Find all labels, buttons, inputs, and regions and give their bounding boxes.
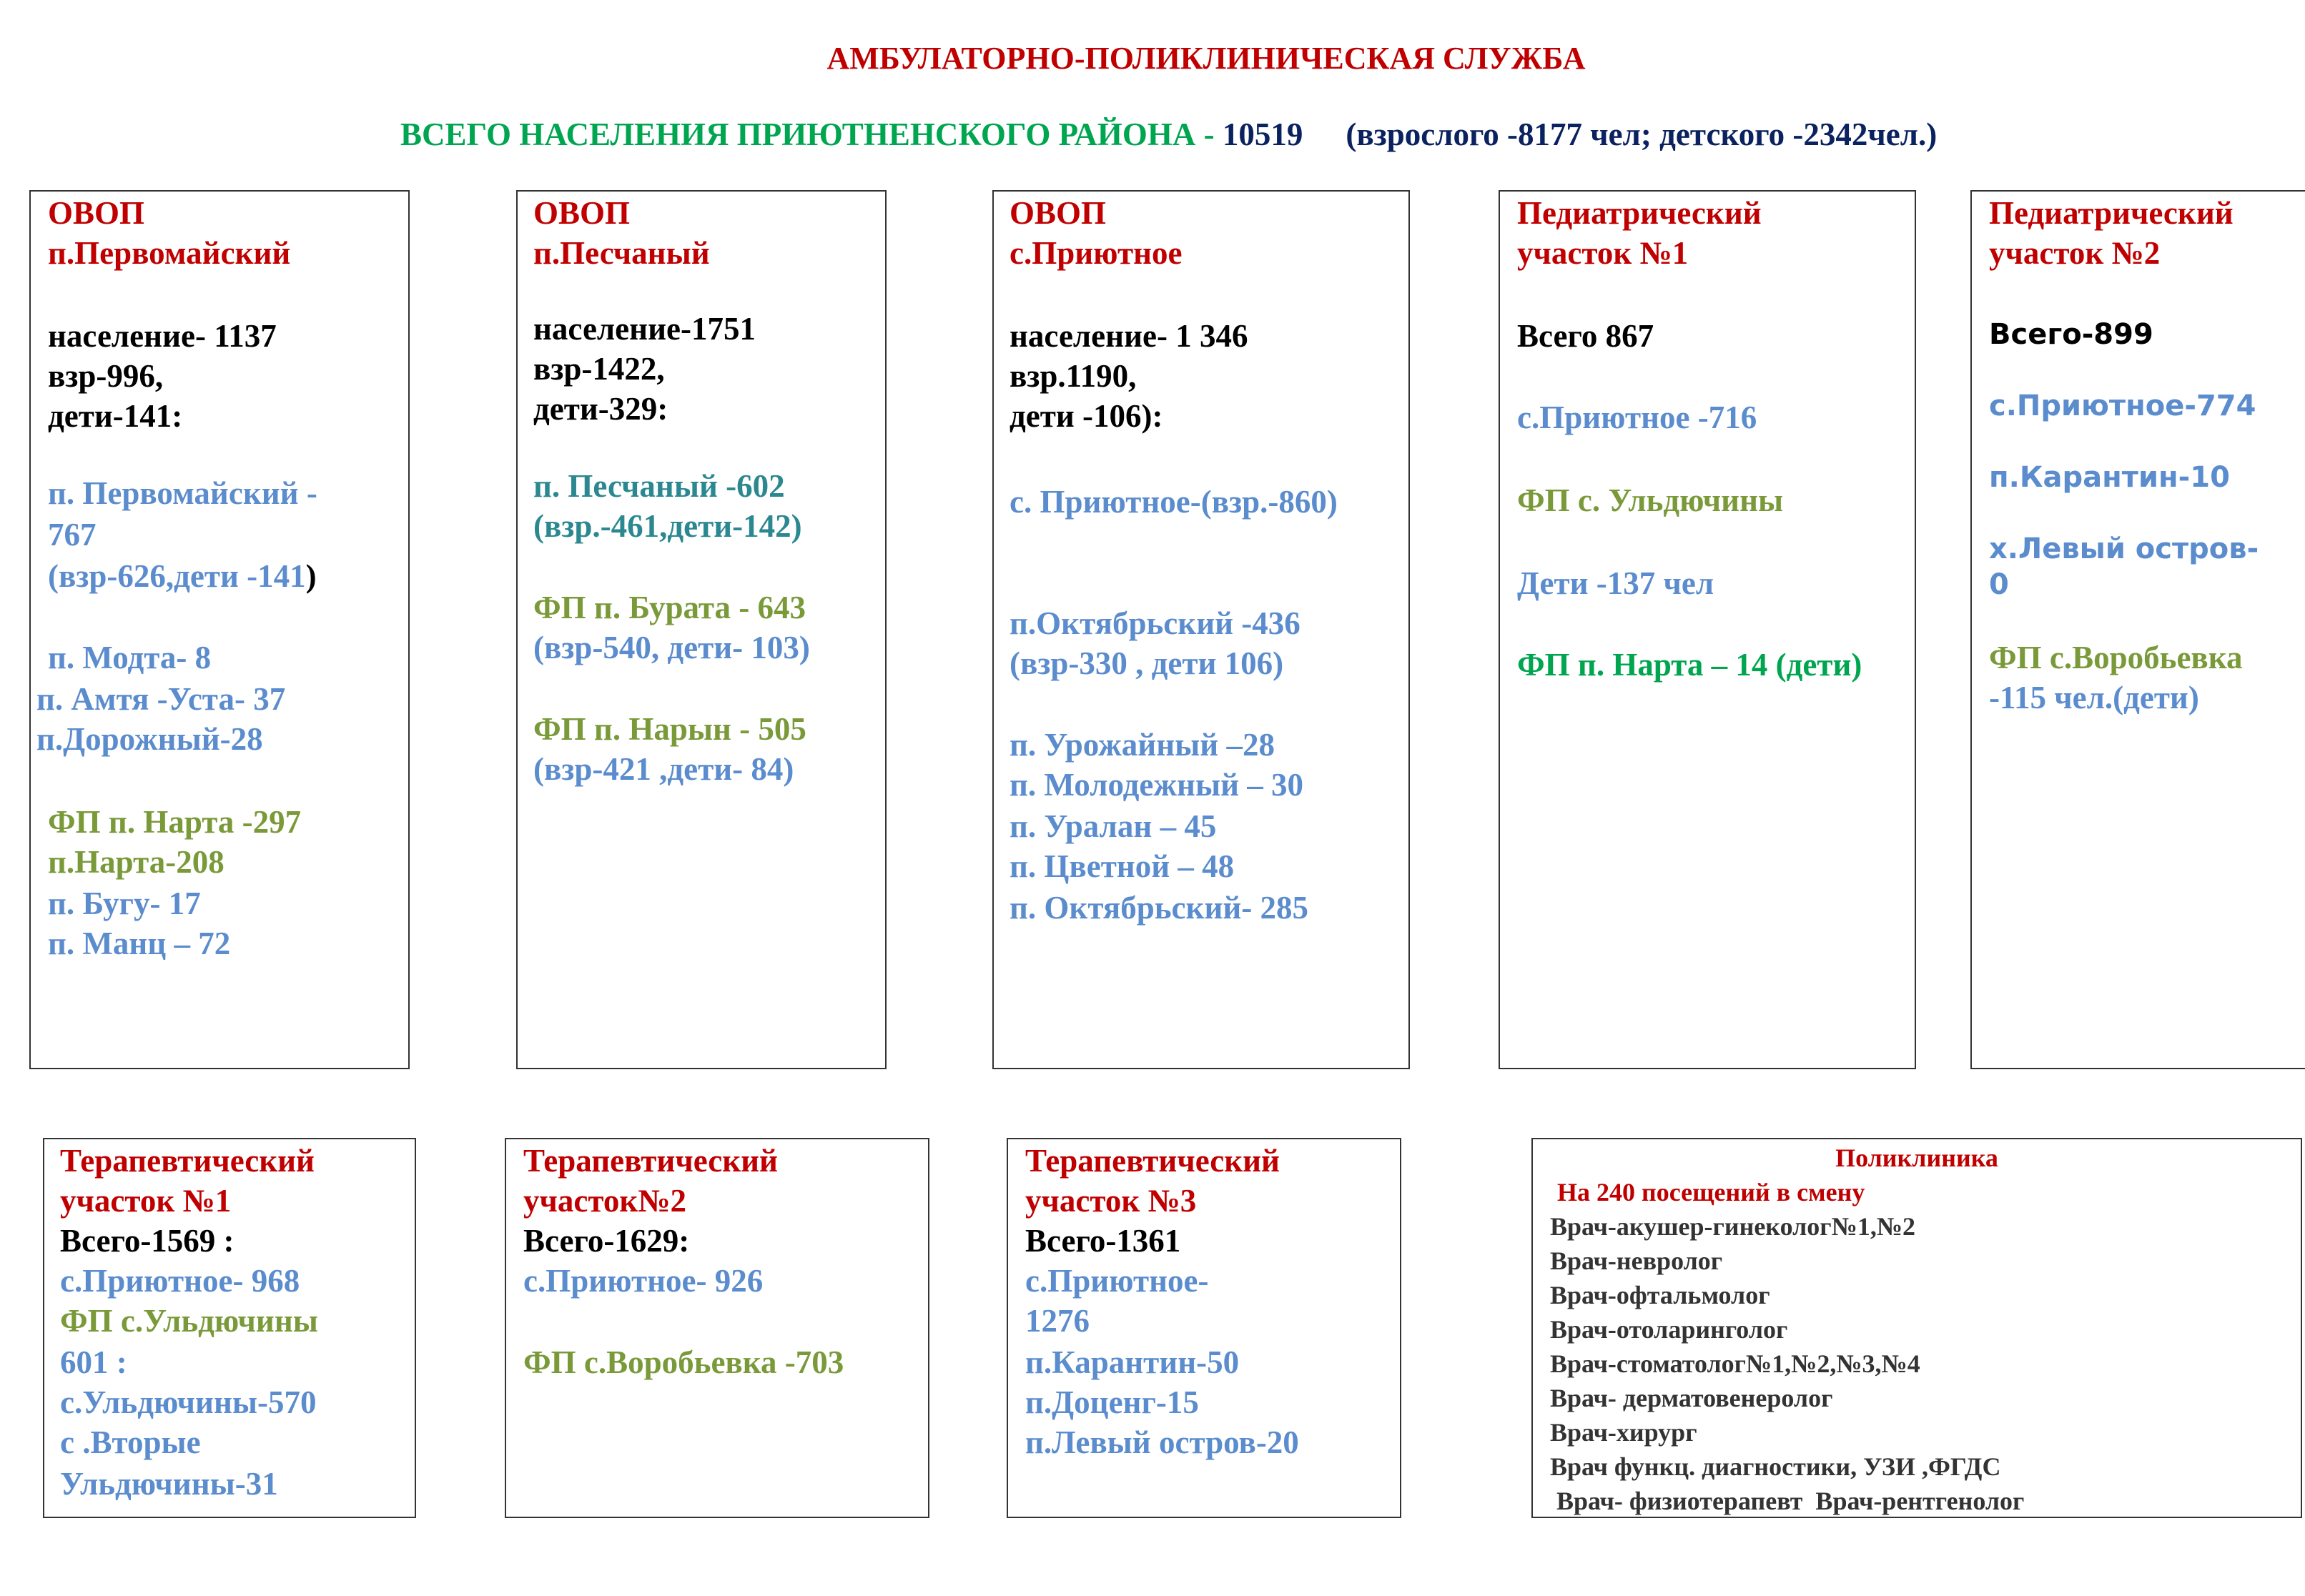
children-line: дети-141:: [48, 398, 183, 434]
box-heading: Терапевтический: [523, 1143, 778, 1179]
children-line: -115 чел.(дети): [1989, 680, 2199, 715]
pediatric-1-box: [1499, 190, 1916, 1069]
doctor-line: Врач- физиотерапевт Врач-рентгенолог: [1550, 1487, 2025, 1515]
settlement-breakdown-text: (взр-626,дети -141: [48, 558, 306, 594]
settlement-line: п. Амтя -Уста- 37: [36, 681, 286, 717]
settlement-line: с.Приютное- 926: [523, 1263, 764, 1299]
ovop-priyutnoe-box: [992, 190, 1410, 1069]
children-line: Дети -137 чел: [1517, 565, 1714, 601]
page-title: АМБУЛАТОРНО-ПОЛИКЛИНИЧЕСКАЯ СЛУЖБА: [826, 41, 1586, 76]
adults-line: взр-996,: [48, 358, 164, 394]
fp-line: ФП п. Нарын - 505: [533, 711, 806, 747]
settlement-line: п. Модта- 8: [48, 640, 212, 675]
fp-line: ФП п. Нарта -297: [48, 804, 302, 840]
children-line: дети-329:: [533, 391, 668, 427]
doctor-line: Врач-офтальмолог: [1550, 1281, 1770, 1309]
box-heading: Педиатрический: [1517, 195, 1762, 231]
settlement-breakdown: (взр-540, дети- 103): [533, 630, 810, 665]
settlement-line: п.Доценг-15: [1025, 1384, 1199, 1420]
box-heading: ОВОП: [1010, 195, 1107, 231]
total-line: Всего-1569 :: [60, 1223, 235, 1259]
ovop-pervomaisky-box: [29, 190, 410, 1069]
doctor-line: Врач-отоларинголог: [1550, 1315, 1788, 1344]
settlement-line: с. Приютное-(взр.-860): [1010, 484, 1338, 520]
fp-line: ФП с.Воробьевка: [1989, 640, 2243, 675]
box-heading: участок №1: [1517, 235, 1689, 271]
settlement-line: с.Приютное-: [1025, 1263, 1209, 1299]
capacity-line: На 240 посещений в смену: [1557, 1178, 1865, 1206]
settlement-line: 0: [1989, 568, 2009, 601]
therapeutic-3-box: [1007, 1138, 1401, 1518]
box-heading: Поликлиника: [1835, 1144, 1998, 1172]
fp-line: ФП с.Воробьевка -703: [523, 1344, 844, 1380]
settlement-line: с.Приютное -716: [1517, 400, 1757, 435]
settlement-line: с.Приютное- 968: [60, 1263, 300, 1299]
population-line: население-1751: [533, 311, 756, 347]
therapeutic-1-box: [43, 1138, 416, 1518]
box-heading: Педиатрический: [1989, 195, 2234, 231]
box-heading: п.Песчаный: [533, 235, 710, 271]
box-heading: п.Первомайский: [48, 235, 291, 271]
box-heading: участок №2: [1989, 235, 2161, 271]
doctor-line: Врач-хирург: [1550, 1418, 1697, 1447]
settlement-line: п.Карантин-50: [1025, 1344, 1240, 1380]
population-line: население- 1137: [48, 318, 277, 354]
adults-line: взр.1190,: [1010, 358, 1137, 394]
total-line: Всего-1361: [1025, 1223, 1181, 1259]
settlement-line: п. Урожайный –28: [1010, 727, 1275, 763]
settlement-breakdown: (взр-421 ,дети- 84): [533, 751, 794, 787]
settlement-line: с.Приютное-774: [1989, 390, 2256, 422]
total-line: Всего-1629:: [523, 1223, 690, 1259]
fp-line: ФП с.Ульдючины: [60, 1303, 318, 1339]
doctor-line: Врач-невролог: [1550, 1246, 1723, 1275]
box-heading: участок №3: [1025, 1183, 1197, 1219]
settlement-line: п. Октябрьский- 285: [1010, 890, 1309, 926]
therapeutic-2-box: [505, 1138, 929, 1518]
box-heading: ОВОП: [533, 195, 631, 231]
settlement-line: п. Песчаный -602: [533, 468, 785, 504]
settlement-line: п.Карантин-10: [1989, 461, 2230, 494]
doctor-line: Врач- дерматовенеролог: [1550, 1384, 1833, 1412]
settlement-line: п.Дорожный-28: [36, 721, 263, 757]
fp-line: ФП с. Ульдючины: [1517, 482, 1784, 518]
doctor-line: Врач-акушер-гинеколог№1,№2: [1550, 1212, 1915, 1241]
box-heading: участок№2: [523, 1183, 687, 1219]
settlement-breakdown: [48, 560, 317, 593]
box-heading: с.Приютное: [1010, 235, 1183, 271]
polyclinic-box: [1531, 1138, 2302, 1518]
settlement-line: п.Нарта-208: [48, 844, 224, 880]
settlement-line: п. Цветной – 48: [1010, 848, 1235, 884]
settlement-line: п. Первомайский -: [48, 475, 317, 511]
population-summary: [400, 116, 1937, 153]
total-line: Всего 867: [1517, 318, 1654, 354]
box-heading: Терапевтический: [1025, 1143, 1280, 1179]
settlement-line: с .Вторые: [60, 1424, 201, 1460]
settlement-line: п.Левый остров-20: [1025, 1424, 1299, 1460]
settlement-line: х.Левый остров-: [1989, 532, 2259, 565]
box-heading: участок №1: [60, 1183, 232, 1219]
adults-line: взр-1422,: [533, 351, 665, 387]
settlement-line: 1276: [1025, 1303, 1090, 1339]
settlement-breakdown: (взр-330 , дети 106): [1010, 645, 1284, 681]
ovop-peschany-box: [516, 190, 887, 1069]
settlement-line: п. Бугу- 17: [48, 886, 201, 921]
fp-line: ФП п. Нарта – 14 (дети): [1517, 647, 1862, 683]
settlement-line: с.Ульдючины-570: [60, 1384, 317, 1420]
box-heading: ОВОП: [48, 195, 145, 231]
settlement-line: п. Манц – 72: [48, 926, 231, 961]
settlement-line: 767: [48, 517, 97, 552]
doctor-line: Врач функц. диагностики, УЗИ ,ФГДС: [1550, 1452, 2001, 1481]
closing-paren: ): [305, 558, 317, 594]
population-label: ВСЕГО НАСЕЛЕНИЯ ПРИЮТНЕНСКОГО РАЙОНА -: [400, 117, 1223, 152]
settlement-line: п. Молодежный – 30: [1010, 767, 1304, 803]
total-line: Всего-899: [1989, 318, 2153, 351]
fp-line: ФП п. Бурата - 643: [533, 590, 806, 625]
pediatric-2-box: [1970, 190, 2305, 1069]
population-total: 10519: [1222, 117, 1303, 152]
fp-total: 601 :: [60, 1344, 127, 1380]
doctor-line: Врач-стоматолог№1,№2,№3,№4: [1550, 1349, 1920, 1378]
settlement-line: п. Уралан – 45: [1010, 808, 1217, 844]
population-line: население- 1 346: [1010, 318, 1248, 354]
settlement-line: п.Октябрьский -436: [1010, 605, 1300, 641]
settlement-line: Ульдючины-31: [60, 1466, 278, 1502]
settlement-breakdown: (взр.-461,дети-142): [533, 508, 802, 544]
box-heading: Терапевтический: [60, 1143, 315, 1179]
children-line: дети -106):: [1010, 398, 1163, 434]
population-detail: (взрослого -8177 чел; детского -2342чел.): [1346, 117, 1938, 152]
